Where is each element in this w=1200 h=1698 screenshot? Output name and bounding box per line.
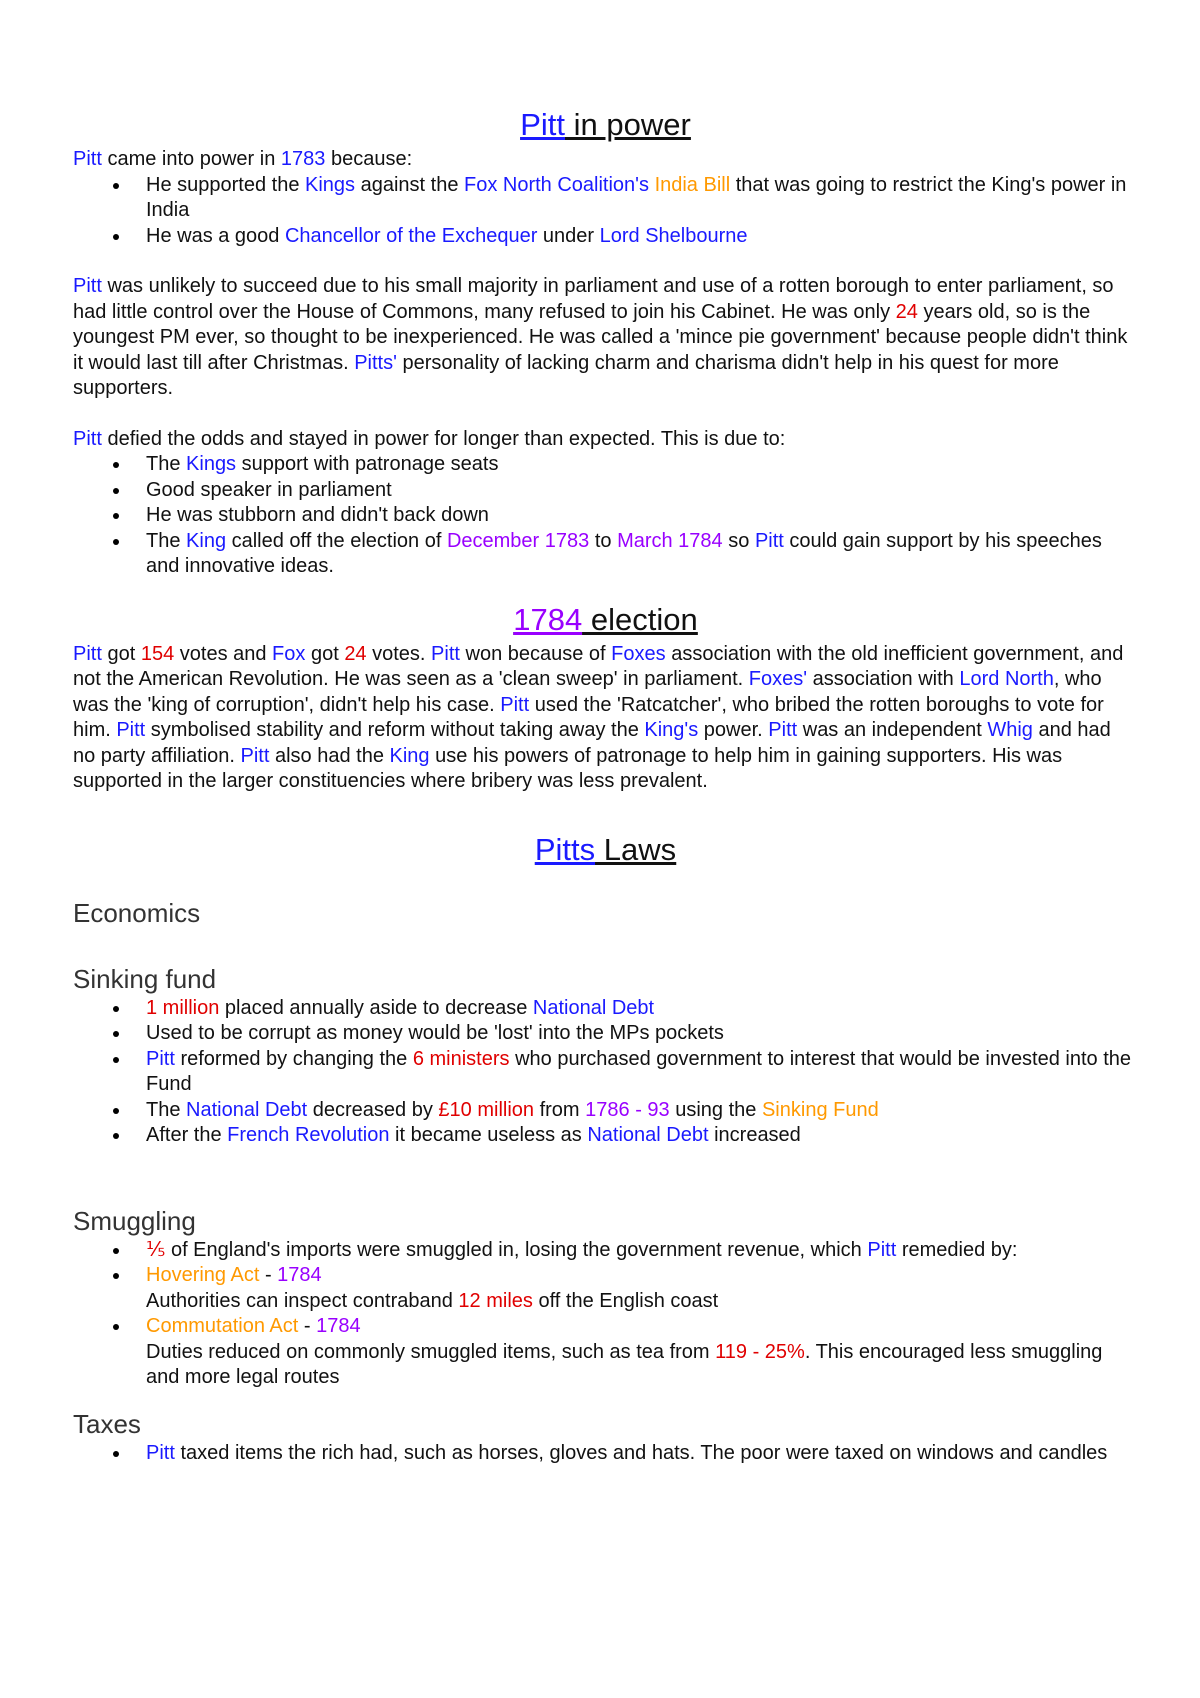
heading-taxes: Taxes	[73, 1408, 141, 1439]
heading-pitts-laws: Pitts Laws	[534, 831, 677, 867]
list-item: 1 million placed annually aside to decrease National Debt	[73, 996, 1138, 1022]
list-item: Pitt taxed items the rich had, such as horses, gloves and hats. The poor were taxed on windows and candles	[73, 1441, 1138, 1467]
list-item: Used to be corrupt as money would be 'lost' into the MPs pockets	[73, 1021, 1138, 1047]
list-item: Commutation Act - 1784 Duties reduced on commonly smuggled items, such as tea from 119 - 25%. This encouraged less smuggling and more legal routes	[73, 1314, 1138, 1391]
list-item: Good speaker in parliament	[73, 478, 1138, 504]
list-item: He supported the Kings against the Fox North Coalition's India Bill that was going to restrict the King's power in India	[73, 173, 1138, 224]
power-reasons-list	[73, 173, 1138, 250]
heading-economics: Economics	[73, 897, 201, 928]
paragraph-unlikely: Pitt was unlikely to succeed due to his small majority in parliament and use of a rotten borough to enter parliament, so had little control over the House of Commons, many refused to join his Cabinet. He was only 24 years old, so is the youngest PM ever, so thought to be inexperienced. He was called a 'mince pie government' because people didn't think it would last till after Christmas. Pitts' personality of lacking charm and charisma didn't help in his quest for more supporters.	[73, 275, 1128, 399]
list-item: He was a good Chancellor of the Exchequer under Lord Shelbourne	[73, 224, 1138, 250]
list-item: The National Debt decreased by £10 million from 1786 - 93 using the Sinking Fund	[73, 1098, 1138, 1124]
list-item: After the French Revolution it became useless as National Debt increased	[73, 1123, 1138, 1149]
taxes-list	[73, 1441, 1138, 1467]
document-page	[73, 105, 1138, 1466]
list-item: The King called off the election of December 1783 to March 1784 so Pitt could gain support by his speeches and innovative ideas.	[73, 529, 1138, 580]
heading-sinking-fund: Sinking fund	[73, 963, 217, 994]
paragraph-election: Pitt got 154 votes and Fox got 24 votes. Pitt won because of Foxes association with the old inefficient government, and not the American Revolution. He was seen as a 'clean sweep' in parliament. Foxes' association with Lord North, who was the 'king of corruption', didn't help his case. Pitt used the 'Ratcatcher', who bribed the rotten boroughs to vote for him. Pitt symbolised stability and reform without taking away the King's power. Pitt was an independent Whig and had no party affiliation. Pitt also had the King use his powers of patronage to help him in gaining supporters. His was supported in the larger constituencies where bribery was less prevalent.	[73, 642, 1124, 792]
list-item: Hovering Act - 1784 Authorities can inspect contraband 12 miles off the English coast	[73, 1263, 1138, 1314]
smuggling-list	[73, 1238, 1138, 1391]
heading-smuggling: Smuggling	[73, 1205, 196, 1236]
list-item: He was stubborn and didn't back down	[73, 503, 1138, 529]
intro-line: Pitt came into power in 1783 because:	[73, 148, 413, 170]
list-item: Pitt reformed by changing the 6 ministers who purchased government to interest that would be invested into the Fund	[73, 1047, 1138, 1098]
heading-1784-election: 1784 election	[513, 601, 698, 637]
list-item: The Kings support with patronage seats	[73, 452, 1138, 478]
sinking-fund-list	[73, 996, 1138, 1149]
heading-pitt-in-power: Pitt in power	[520, 107, 691, 142]
stayed-in-power-list	[73, 452, 1138, 580]
list-item: ⅕ of England's imports were smuggled in, losing the government revenue, which Pitt remedied by:	[73, 1238, 1138, 1264]
paragraph-defied-odds: Pitt defied the odds and stayed in power for longer than expected. This is due to:	[73, 427, 786, 450]
